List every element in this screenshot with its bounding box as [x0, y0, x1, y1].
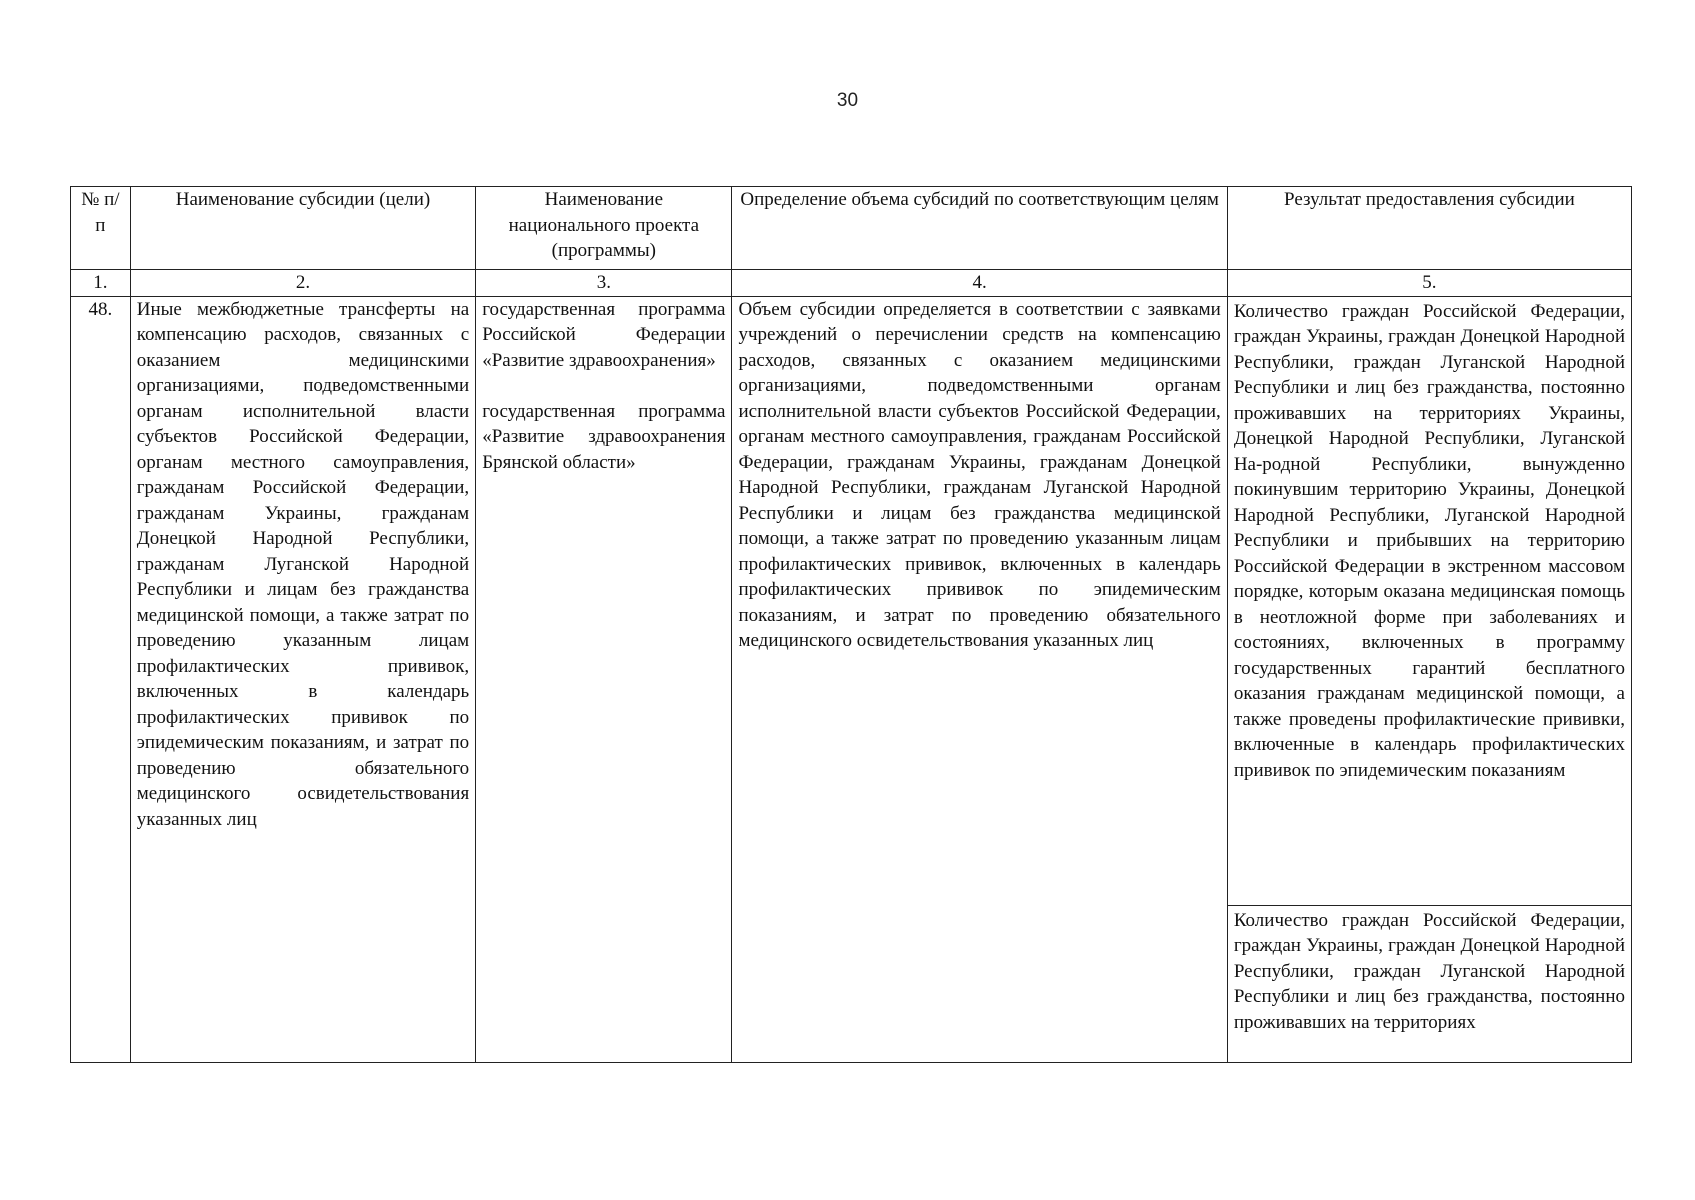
header-national-project: Наименование национального проекта (программы): [476, 187, 732, 270]
header-result: Результат предоставления субсидии: [1227, 187, 1631, 270]
result-cell: [1227, 296, 1631, 1062]
row-number: 48.: [71, 296, 131, 1062]
column-number: 1.: [71, 270, 131, 297]
header-row: [71, 187, 1632, 270]
column-number-row: [71, 270, 1632, 297]
program-federal: государственная программа Российской Федерации «Развитие здравоохранения»: [482, 298, 726, 371]
column-number: 4.: [732, 270, 1227, 297]
header-row-number: № п/п: [71, 187, 131, 270]
table-row: [71, 296, 1632, 1062]
result-item: Количество граждан Российской Федерации, граждан Украины, граждан Донецкой Народной Республики, граждан Луганской Народной Республики и лиц без гражданства, постоянно проживавших на территориях Украины, Донецкой Народной Республики, Луганской На-родной Республики, вынужденно покинувшим территорию Украины, Донецкой Народной Республики, Луганской Народной Республики и прибывших на территорию Российской Федерации в экстренном массовом порядке, которым оказана медицинская помощь в неотложной форме при заболеваниях и состояниях, включенных в программу государственных гарантий бесплатного оказания гражданам медицинской помощи, а также проведены профилактические прививки, включенные в календарь профилактических прививок по эпидемическим показаниям: [1228, 297, 1631, 906]
paragraph-gap: [482, 373, 725, 399]
header-volume-definition: Определение объема субсидий по соответствующим целям: [732, 187, 1227, 270]
volume-definition-cell: Объем субсидии определяется в соответствии с заявками учреждений о перечислении средств на компенсацию расходов, связанных с оказанием медицинскими организациями, подведомственными органам исполнительной власти субъектов Российской Федерации, органам местного самоуправления, гражданам Российской Федерации, гражданам Украины, гражданам Донецкой Народной Республики, гражданам Луганской Народной Республики и лицам без гражданства медицинской помощи, а также затрат по проведению указанным лицам профилактических прививок, включенных в календарь профилактических прививок по эпидемическим показаниям, и затрат по проведению обязательного медицинского освидетельствования указанных лиц: [732, 296, 1227, 1062]
programs-cell: [476, 296, 732, 1062]
subsidy-name-cell: Иные межбюджетные трансферты на компенсацию расходов, связанных с оказанием медицинскими организациями, подведомственными органам исполнительной власти субъектов Российской Федерации, органам местного самоуправления, гражданам Российской Федерации, гражданам Украины, гражданам Донецкой Народной Республики, гражданам Луганской Народной Республики и лицам без гражданства медицинской помощи, а также затрат по проведению указанным лицам профилактических прививок, включенных в календарь профилактических прививок по эпидемическим показаниям, и затрат по проведению обязательного медицинского освидетельствования указанных лиц: [130, 296, 475, 1062]
result-item: Количество граждан Российской Федерации, граждан Украины, граждан Донецкой Народной Республики, граждан Луганской Народной Республики и лиц без гражданства, постоянно проживавших на территориях: [1233, 909, 1625, 1033]
subsidy-table: [70, 186, 1632, 1063]
column-number: 2.: [130, 270, 475, 297]
column-number: 3.: [476, 270, 732, 297]
column-number: 5.: [1227, 270, 1631, 297]
program-regional: государственная программа «Развитие здравоохранения Брянской области»: [482, 400, 726, 473]
page-number: 30: [836, 90, 859, 111]
header-subsidy-name: Наименование субсидии (цели): [130, 187, 475, 270]
